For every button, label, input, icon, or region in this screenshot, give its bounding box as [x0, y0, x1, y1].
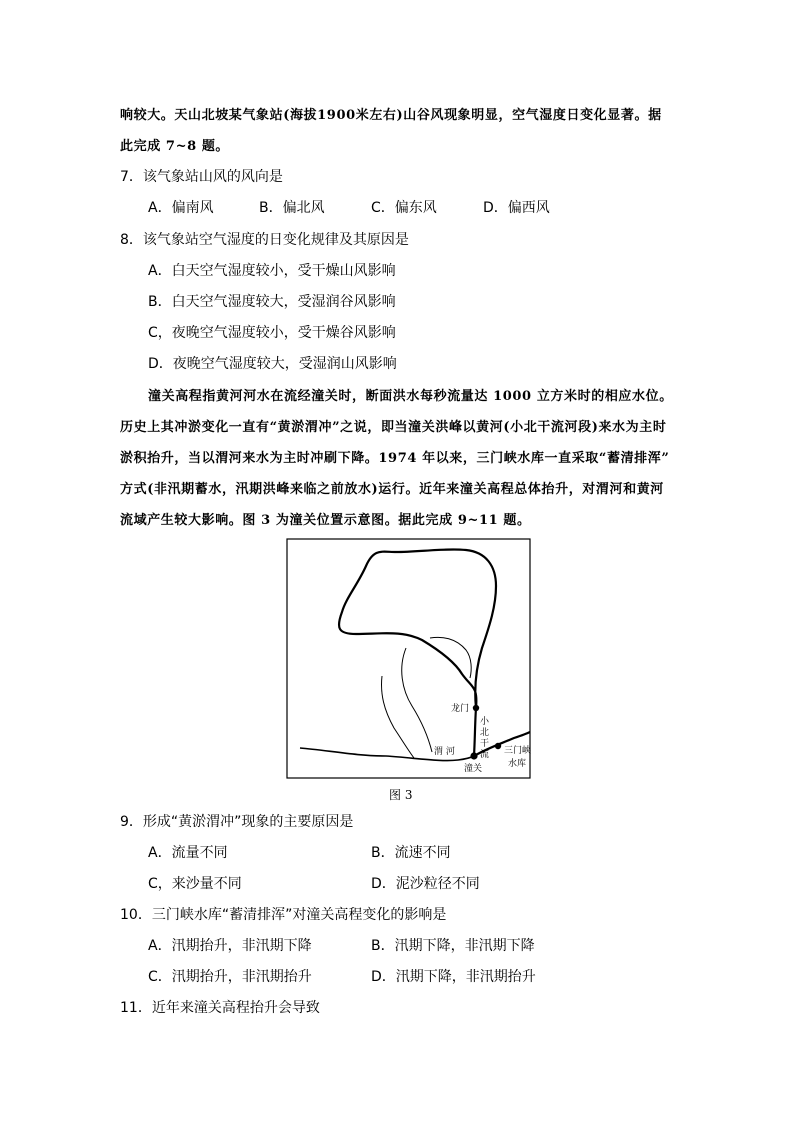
question-10-option-d[interactable]: D．汛期下降，非汛期抬升 [371, 969, 536, 985]
intro-b-line-3: 淤积抬升，当以渭河来水为主时冲刷下降。1974 年以来，三门峡水库一直采取“蓄清排浑” [120, 451, 670, 466]
label-longmen: 龙门 [451, 704, 470, 714]
question-8-option-d[interactable]: D．夜晚空气湿度较大，受湿润山风影响 [148, 356, 397, 372]
label-sanmenxia-1: 三门峡 [504, 746, 532, 756]
question-7-option-a[interactable]: A．偏南风 [148, 200, 214, 216]
label-weihe: 渭 河 [434, 747, 455, 757]
intro-a-line-1: 响较大。天山北坡某气象站(海拔1900米左右)山谷风现象明显，空气湿度日变化显著。据 [120, 108, 662, 123]
question-8-stem: 8．该气象站空气湿度的日变化规律及其原因是 [120, 232, 409, 248]
question-11-stem: 11．近年来潼关高程抬升会导致 [120, 1000, 320, 1016]
question-9-option-d[interactable]: D．泥沙粒径不同 [371, 876, 480, 892]
label-xiaobeiganliu-3: 干 [480, 739, 490, 749]
question-7-stem: 7．该气象站山风的风向是 [120, 169, 283, 185]
question-10-option-a[interactable]: A．汛期抬升，非汛期下降 [148, 938, 312, 954]
question-8-option-a[interactable]: A．白天空气湿度较小，受干燥山风影响 [148, 263, 396, 279]
question-10-option-b[interactable]: B．汛期下降，非汛期下降 [371, 938, 535, 954]
question-9-option-c[interactable]: C，来沙量不同 [148, 876, 242, 892]
question-7-option-d[interactable]: D．偏西风 [483, 200, 550, 216]
question-10-option-c[interactable]: C．汛期抬升，非汛期抬升 [148, 969, 312, 985]
question-9-option-b[interactable]: B．流速不同 [371, 845, 451, 861]
figure-caption: 图 3 [389, 788, 413, 802]
label-xiaobeiganliu-2: 北 [480, 728, 490, 738]
intro-b-line-2: 历史上其冲淤变化一直有“黄淤渭冲”之说，即当潼关洪峰以黄河(小北干流河段)来水为主时 [120, 420, 667, 435]
question-7-option-b[interactable]: B．偏北风 [259, 200, 325, 216]
question-8-option-c[interactable]: C，夜晚空气湿度较小，受干燥谷风影响 [148, 325, 396, 341]
intro-b-line-5: 流域产生较大影响。图 3 为潼关位置示意图。据此完成 9~11 题。 [120, 513, 531, 528]
intro-b-line-1: 潼关高程指黄河河水在流经潼关时，断面洪水每秒流量达 1000 立方米时的相应水位。 [148, 389, 673, 404]
question-10-stem: 10．三门峡水库“蓄清排浑”对潼关高程变化的影响是 [120, 907, 447, 923]
tongguan-location-map [286, 538, 532, 780]
question-9-option-a[interactable]: A．流量不同 [148, 845, 228, 861]
intro-b-line-4: 方式(非汛期蓄水，汛期洪峰来临之前放水)运行。近年来潼关高程总体抬升，对渭河和黄河 [120, 482, 664, 497]
label-xiaobeiganliu-1: 小 [480, 717, 490, 727]
label-xiaobeiganliu-4: 流 [480, 750, 490, 760]
intro-a-line-2: 此完成 7~8 题。 [120, 139, 230, 154]
label-sanmenxia-2: 水库 [508, 759, 527, 769]
tongguan-point [470, 752, 477, 759]
label-tongguan: 潼关 [464, 764, 483, 774]
map-frame [287, 539, 530, 778]
question-8-option-b[interactable]: B．白天空气湿度较大，受湿润谷风影响 [148, 294, 396, 310]
question-7-option-c[interactable]: C．偏东风 [371, 200, 437, 216]
question-9-stem: 9．形成“黄淤渭冲”现象的主要原因是 [120, 814, 354, 830]
sanmenxia-point [495, 743, 501, 749]
longmen-point [473, 705, 479, 711]
